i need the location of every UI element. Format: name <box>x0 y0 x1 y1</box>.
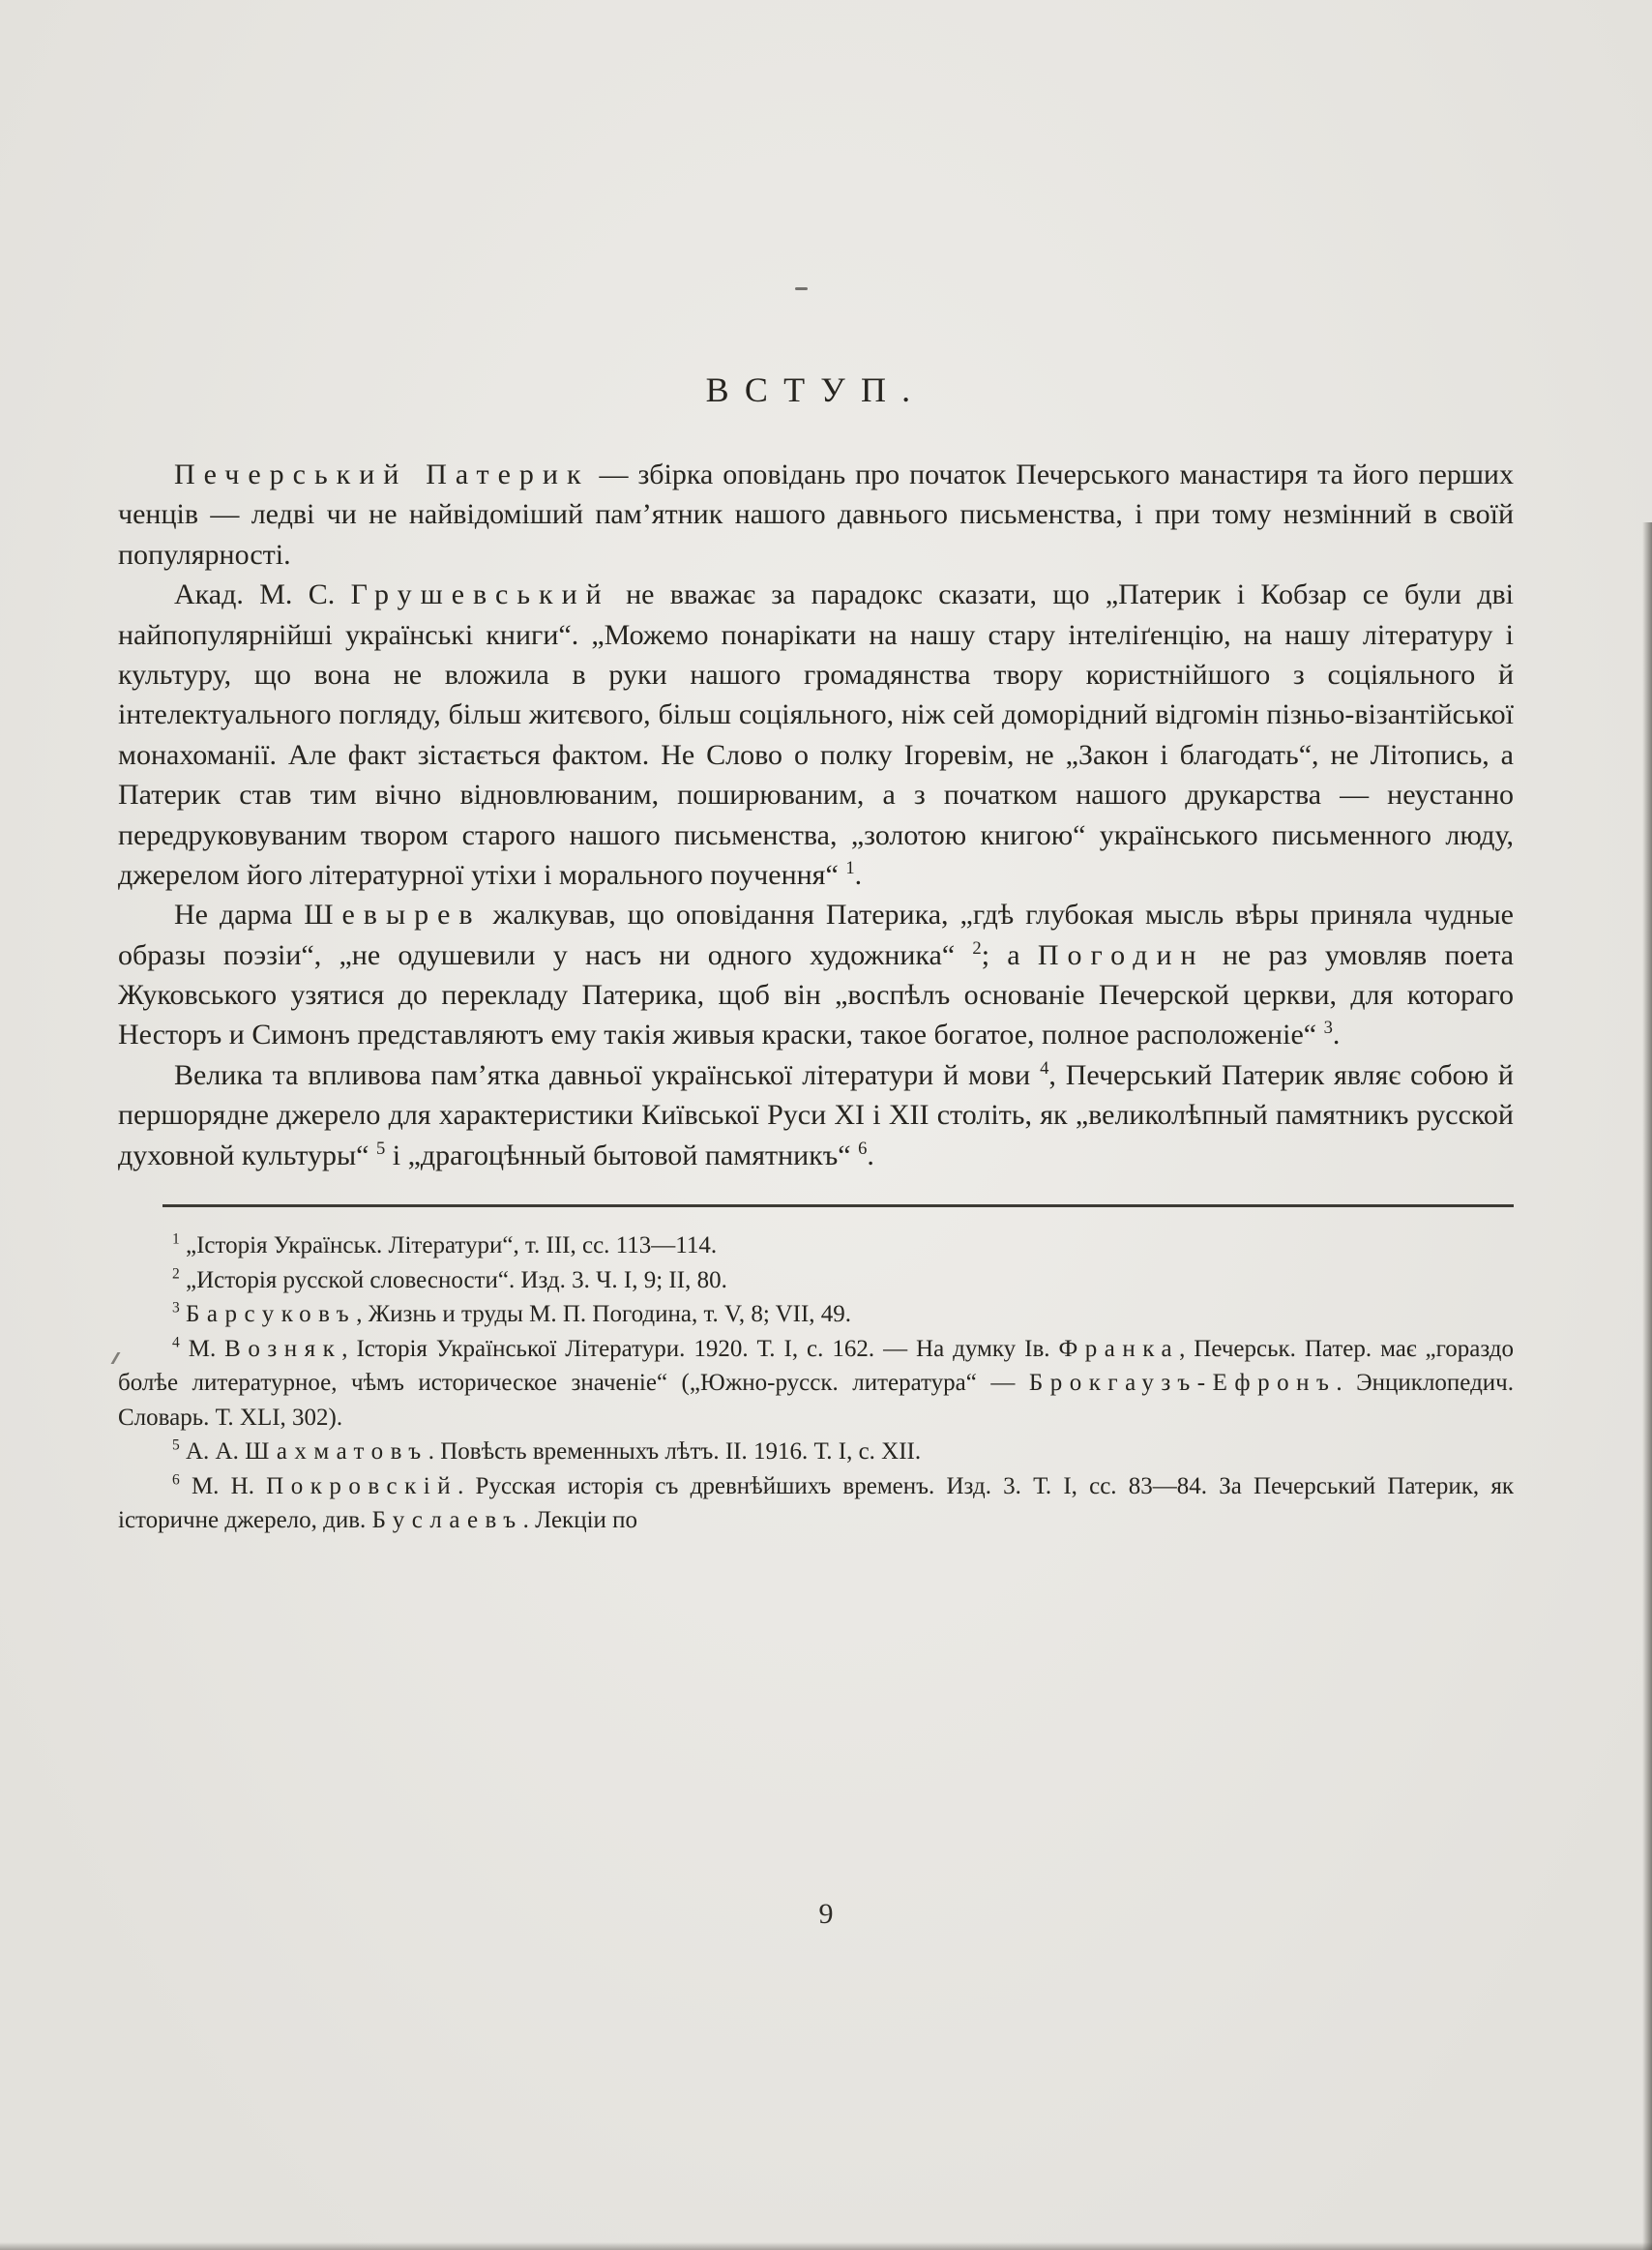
text-run: не вважає за парадокс сказати, що „Патерик і Кобзар се були дві найпопулярнійші українські книги“. „Можемо понарікати на нашу стару інтеліґенцію, на нашу літературу і культуру, що вона не вложила в руки нашого громадянства твору користнійшого з соціяльного й інтелектуального погляду, більш житєвого, більш соціяльного, ніж сей доморідний відгомін пізньо-візантійської монахоманії. Але факт зістається фактом. Не Слово о полку Ігоревім, не „Закон і благодать“, не Літопись, а Патерик став тим вічно відновлюваним, поширюваним, а з початком нашого друкарства — неустанно передруковуваним твором старого нашого письменства, „золотою книгою“ українського письменного люду, джерелом його літературної утіхи і морального поучення“ <box>118 578 1514 891</box>
emphasized-name: Барсуковъ <box>186 1301 357 1328</box>
text-run: „Исторія русской словесности“. Изд. 3. Ч. I, 9; II, 80. <box>179 1266 727 1293</box>
scan-edge-shadow-right <box>1642 522 1652 2250</box>
paragraph <box>118 1055 1514 1175</box>
footnote-marker: 3 <box>1323 1018 1333 1039</box>
emphasized-name: Брокгаузъ-Ефронъ <box>1028 1370 1337 1397</box>
text-run: . Повѣсть временныхъ лѣтъ. II. 1916. Т. I, с. XII. <box>428 1438 922 1465</box>
emphasized-name: Шевырев <box>304 899 482 932</box>
text-run: . <box>867 1139 874 1171</box>
emphasized-name: Печерський Патерик <box>174 459 590 490</box>
text-run: , Печерськ. Патер. має „гораздо болѣе литературное, чѣмъ историческое значеніе“ („Южно-русск. литература“ — <box>118 1335 1515 1397</box>
footnote <box>118 1229 1514 1263</box>
footnote <box>118 1332 1514 1436</box>
footnote-marker: 1 <box>172 1230 180 1248</box>
scan-edge-shadow-bottom <box>0 2242 1652 2250</box>
text-run: . <box>854 858 863 891</box>
footnote-marker: 4 <box>1040 1057 1049 1079</box>
text-run: Акад. М. С. <box>174 578 351 611</box>
text-run: Велика та впливова пам’ятка давньої української літератури й мови <box>174 1058 1041 1091</box>
emphasized-name: Шахматовъ <box>245 1438 428 1465</box>
emphasized-name: Погодин <box>1037 938 1205 971</box>
text-run: . Русская исторія съ древнѣйшихъ временъ. Изд. 3. Т. I, сс. 83—84. За Печерський Патерик, як історичне джерело, див. <box>118 1472 1514 1534</box>
footnote <box>118 1263 1514 1298</box>
footnote-marker: 6 <box>858 1138 868 1159</box>
footnote-separator <box>162 1204 1514 1207</box>
emphasized-name: Буслаевъ <box>371 1507 523 1534</box>
text-run: А. А. <box>179 1438 246 1465</box>
body-paragraphs <box>118 455 1514 1175</box>
emphasized-name: Возняк <box>224 1335 342 1362</box>
text-run: , Жизнь и труды М. П. Погодина, т. V, 8; VII, 49. <box>356 1301 852 1328</box>
text-run: . <box>1332 1019 1341 1051</box>
footnote <box>118 1469 1514 1538</box>
footnote <box>118 1297 1514 1332</box>
text-run: . Энциклопедич. Словарь. Т. XLI, 302). <box>118 1370 1514 1431</box>
footnote-marker: 5 <box>172 1436 180 1454</box>
footnote <box>118 1435 1514 1469</box>
text-run: Не дарма <box>174 899 305 932</box>
text-run: жалкував, що оповідання Патерика, „гдѣ глубокая мысль вѣры приняла чудные образы поэзіи“, „не одушевили у насъ ни одного художника“ <box>118 899 1514 971</box>
paragraph <box>118 455 1514 575</box>
footnote-marker: 4 <box>172 1334 180 1351</box>
footnote-marker: 2 <box>972 937 982 959</box>
page-number: 9 <box>818 1898 834 1930</box>
footnote-marker: 1 <box>845 857 855 878</box>
paragraph <box>118 895 1514 1055</box>
text-block <box>118 370 1514 1538</box>
text-run: , Печерський Патерик являє собою й першорядне джерело для характеристики Київської Руси XI і XII століть, як „великолѣпный памятникъ русской духовной культуры“ <box>118 1058 1514 1171</box>
footnotes <box>118 1229 1514 1538</box>
text-run: — збірка оповідань про початок Печерського манастиря та його перших ченців — ледві чи не найвідоміший пам’ятник нашого давнього письменства, і при тому незмінний в своїй популярності. <box>118 459 1514 571</box>
text-run: , Історія Української Літератури. 1920. Т. I, с. 162. — На думку Ів. <box>341 1335 1059 1362</box>
paragraph <box>118 575 1514 895</box>
page-title: ВСТУП. <box>705 370 927 409</box>
scan-artifact-dash <box>795 287 808 290</box>
text-run: М. Н. <box>179 1472 267 1499</box>
text-run: ; а <box>981 938 1038 971</box>
text-run: . Лекціи по <box>522 1507 638 1534</box>
footnote-marker: 6 <box>172 1471 180 1489</box>
text-run: і „драгоцѣнный бытовой памятникъ“ <box>385 1139 859 1171</box>
emphasized-name: Франка <box>1058 1335 1180 1362</box>
footnote-marker: 3 <box>172 1299 180 1317</box>
emphasized-name: Покровскій <box>266 1472 458 1499</box>
text-run: не раз умовляв поета Жуковського узятися до перекладу Патерика, щоб він „воспѣлъ основаніе Печерской церкви, для котораго Несторъ и Симонъ представляютъ ему такія живыя краски, такое богатое, полное расположеніе“ <box>118 938 1515 1051</box>
footnote-marker: 5 <box>375 1138 386 1159</box>
text-run: М. <box>179 1335 225 1362</box>
emphasized-name: Грушевський <box>350 578 610 611</box>
footnote-marker: 2 <box>172 1265 180 1283</box>
text-run: „Історія Українськ. Літератури“, т. III, сс. 113—114. <box>179 1232 718 1259</box>
